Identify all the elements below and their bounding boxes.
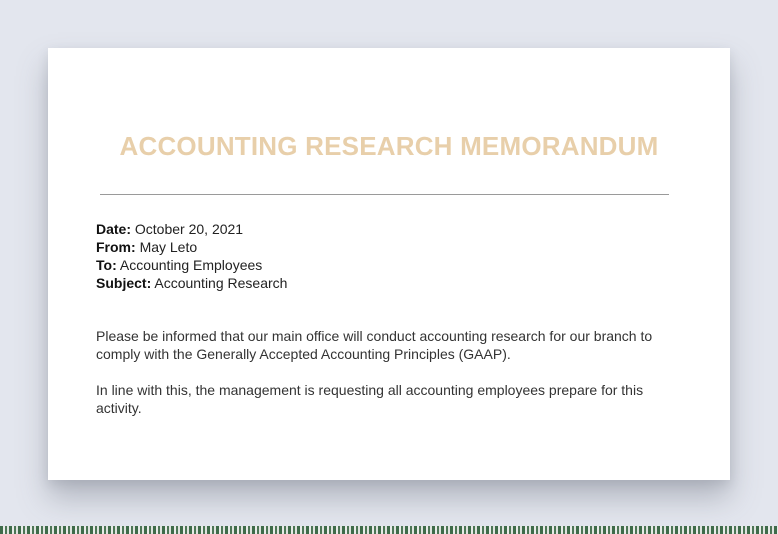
subject-field bbox=[96, 274, 287, 292]
memo-body bbox=[96, 327, 656, 435]
date-value: October 20, 2021 bbox=[134, 221, 244, 237]
memo-header-fields bbox=[96, 220, 287, 292]
subject-label: Subject: bbox=[96, 275, 152, 291]
to-field bbox=[96, 256, 287, 274]
date-field bbox=[96, 220, 287, 238]
subject-value: Accounting Research bbox=[154, 275, 288, 291]
from-label: From: bbox=[96, 239, 136, 255]
date-label: Date: bbox=[96, 221, 132, 237]
body-paragraph: In line with this, the management is requesting all accounting employees prepare for this activity. bbox=[96, 382, 644, 416]
from-field bbox=[96, 238, 287, 256]
to-label: To: bbox=[96, 257, 117, 273]
memo-title: ACCOUNTING RESEARCH MEMORANDUM bbox=[119, 131, 659, 161]
from-value: May Leto bbox=[139, 239, 198, 255]
to-value: Accounting Employees bbox=[119, 257, 263, 273]
memo-page bbox=[48, 48, 730, 480]
body-paragraph: Please be informed that our main office will conduct accounting research for our branch to comply with the Generally Accepted Accounting Principles (GAAP). bbox=[96, 328, 653, 362]
bottom-edge-strip bbox=[0, 526, 778, 534]
title-divider bbox=[100, 194, 669, 195]
